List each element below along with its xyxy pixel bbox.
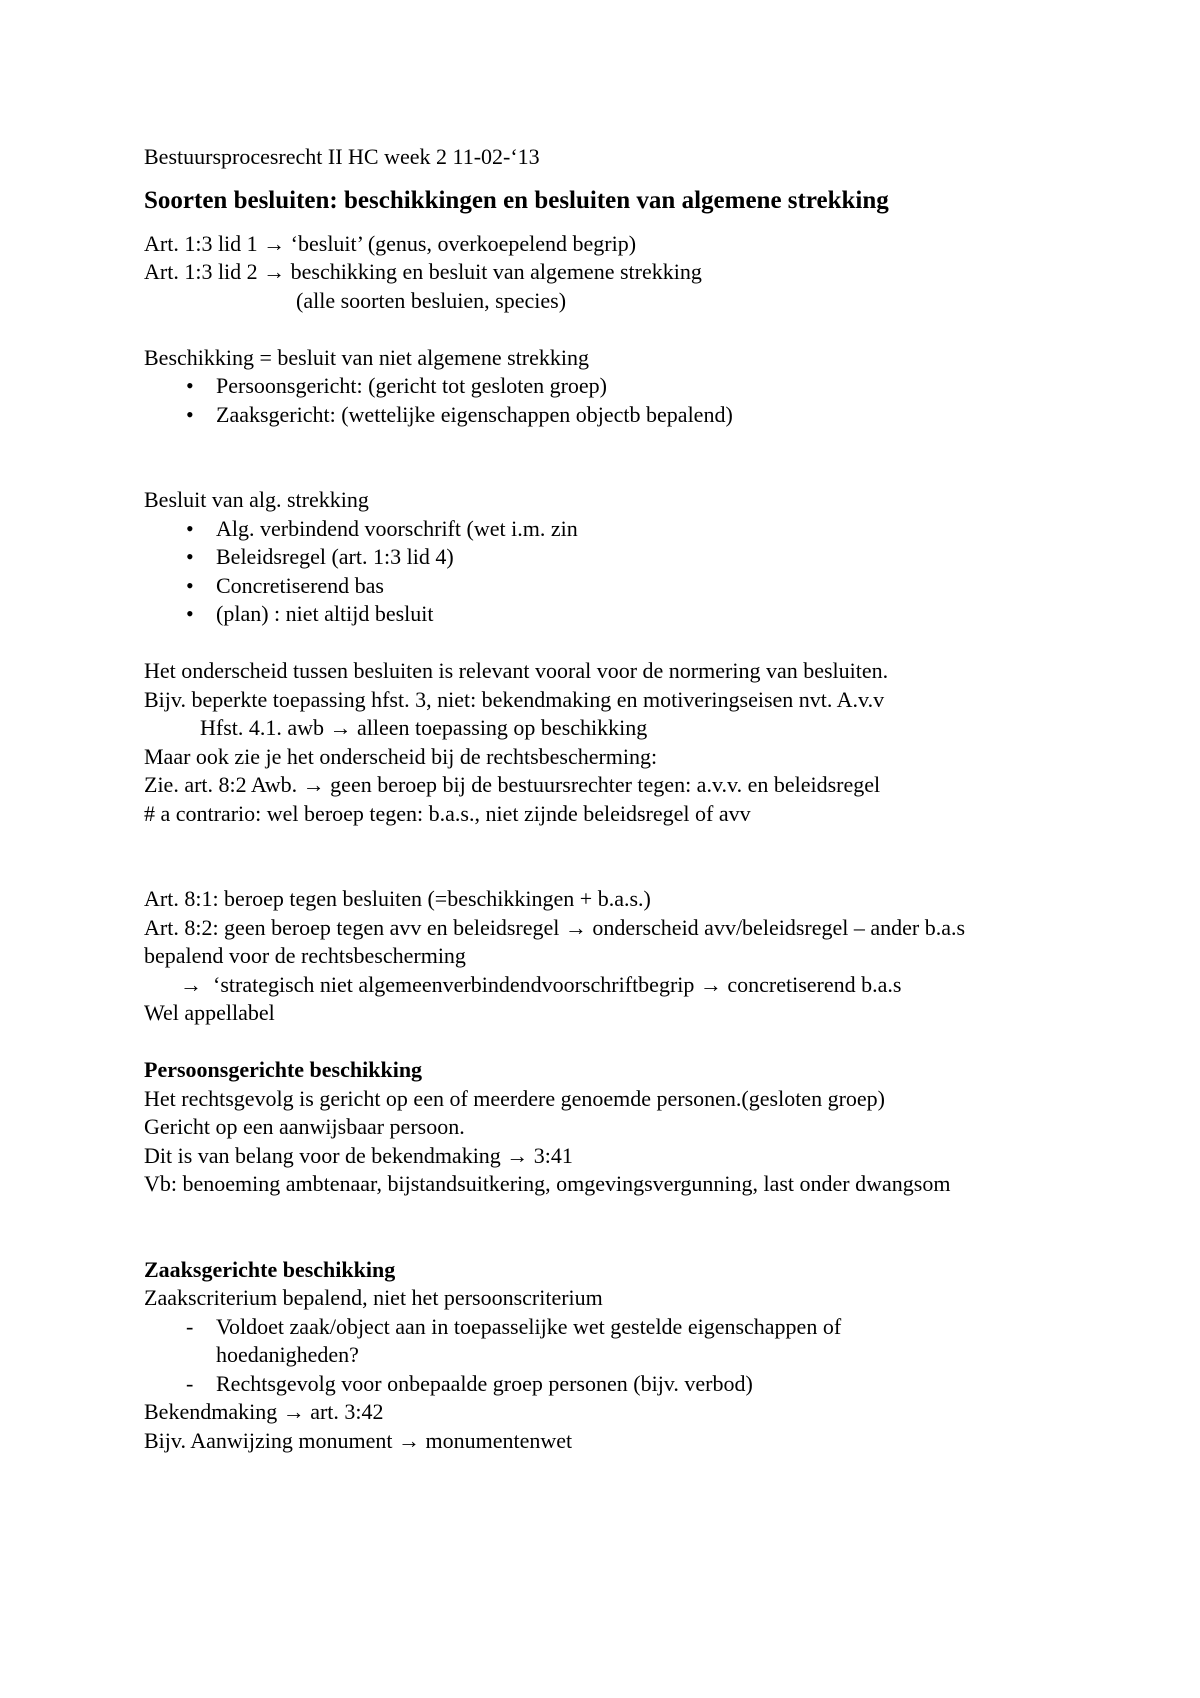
art-line-2: Art. 1:3 lid 2 → beschikking en besluit van algemene strekking (144, 259, 702, 284)
bullet-icon: • (186, 373, 194, 398)
persoons-line-2: Gericht op een aanwijsbaar persoon. (144, 1114, 465, 1139)
bullet-icon: • (186, 544, 194, 569)
persoons-line-3: Dit is van belang voor de bekendmaking → 3:41 (144, 1142, 573, 1168)
art8-line-4: → ‘strategisch niet algemeenverbindendvoorschriftbegrip → concretiserend b.a.s (180, 971, 902, 997)
art8-line-1: Art. 8:1: beroep tegen besluiten (=beschikkingen + b.a.s.) (144, 886, 651, 911)
document-title: Soorten besluiten: beschikkingen en besluiten van algemene strekking (144, 186, 889, 214)
document-header: Bestuursprocesrecht II HC week 2 11-02-‘13 (144, 144, 540, 169)
dash-icon: - (186, 1313, 194, 1339)
persoons-line-1: Het rechtsgevolg is gericht op een of meerdere genoemde personen.(gesloten groep) (144, 1085, 885, 1111)
art8-line-3: bepalend voor de rechtsbescherming (144, 943, 466, 968)
list-item: • Persoonsgericht: (gericht tot gesloten groep) (144, 372, 1064, 401)
list-item: - Voldoet zaak/object aan in toepasselijke wet gestelde eigenschappen of hoedanigheden? (186, 1313, 842, 1367)
bas-bullet-list (144, 515, 1064, 629)
persoons-heading: Persoonsgerichte beschikking (144, 1057, 423, 1082)
persoons-line-4: Vb: benoeming ambtenaar, bijstandsuitkering, omgevingsvergunning, last onder dwangsom (144, 1171, 951, 1196)
bullet-icon: • (186, 601, 194, 626)
zaaks-dash-list (144, 1313, 1064, 1399)
beschikking-bullet-list (144, 372, 1064, 429)
zaaks-line-2: Bijv. Aanwijzing monument → monumentenwet (144, 1427, 573, 1453)
onderscheid-line-3: Hfst. 4.1. awb → alleen toepassing op beschikking (200, 715, 648, 740)
onderscheid-line-4: Maar ook zie je het onderscheid bij de rechtsbescherming: (144, 743, 658, 769)
onderscheid-line-5: Zie. art. 8:2 Awb. → geen beroep bij de bestuursrechter tegen: a.v.v. en beleidsregel (144, 772, 881, 797)
art-line-3: (alle soorten besluien, species) (296, 287, 567, 313)
list-item: • Beleidsregel (art. 1:3 lid 4) (144, 543, 1064, 572)
art8-line-2: Art. 8:2: geen beroep tegen avv en beleidsregel → onderscheid avv/beleidsregel – ander b.a.s (144, 914, 966, 940)
list-item: • Zaaksgericht: (wettelijke eigenschappen objectb bepalend) (144, 401, 1064, 430)
art8-line-5: Wel appellabel (144, 1000, 275, 1025)
bullet-icon: • (186, 401, 194, 427)
list-item: - Rechtsgevolg voor onbepaalde groep personen (bijv. verbod) (144, 1370, 1064, 1399)
bas-intro: Besluit van alg. strekking (144, 487, 369, 512)
zaaks-heading: Zaaksgerichte beschikking (144, 1256, 396, 1282)
art-line-1: Art. 1:3 lid 1 → ‘besluit’ (genus, overkoepelend begrip) (144, 230, 637, 256)
onderscheid-line-6: # a contrario: wel beroep tegen: b.a.s., niet zijnde beleidsregel of avv (144, 800, 751, 826)
list-item: • (plan) : niet altijd besluit (144, 600, 1064, 629)
bullet-icon: • (186, 572, 194, 598)
onderscheid-line-1: Het onderscheid tussen besluiten is relevant vooral voor de normering van besluiten. (144, 658, 889, 683)
beschikking-intro: Beschikking = besluit van niet algemene strekking (144, 344, 589, 370)
zaaks-intro: Zaakscriterium bepalend, niet het persoonscriterium (144, 1285, 603, 1310)
list-item: • Concretiserend bas (144, 572, 1064, 601)
onderscheid-line-2: Bijv. beperkte toepassing hfst. 3, niet: bekendmaking en motiveringseisen nvt. A.v.v (144, 686, 885, 712)
bullet-icon: • (186, 515, 194, 541)
dash-icon: - (186, 1370, 194, 1396)
document-content (144, 143, 1064, 1455)
zaaks-line-1: Bekendmaking → art. 3:42 (144, 1399, 384, 1424)
list-item: • Alg. verbindend voorschrift (wet i.m. zin (144, 515, 1064, 544)
